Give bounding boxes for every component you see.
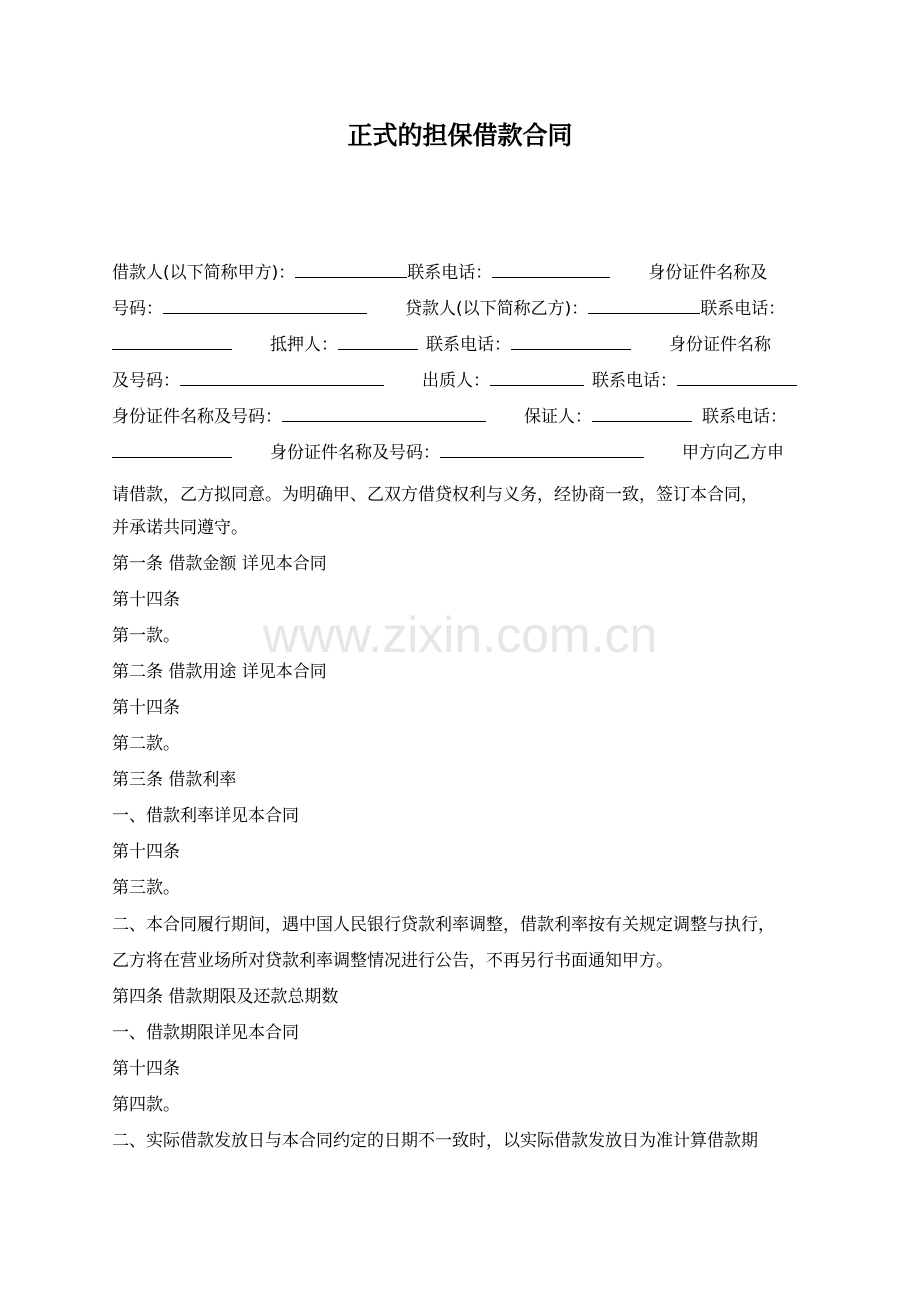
paragraph-line: 第十四条 [112, 1059, 180, 1079]
paragraph-line: 第一款。 [112, 626, 180, 646]
mortgagor-id-label: 身份证件名称 [669, 335, 771, 355]
article-2-heading: 第二条 借款用途 详见本合同 [112, 662, 327, 682]
paragraph-line: 乙方将在营业场所对贷款利率调整情况进行公告，不再另行书面通知甲方。 [112, 951, 673, 971]
guarantor-id-blank[interactable] [440, 439, 644, 458]
lender-phone-blank[interactable] [112, 331, 232, 350]
pledgor-phone-blank[interactable] [677, 367, 797, 386]
mortgagor-blank[interactable] [338, 331, 418, 350]
paragraph-line: 第十四条 [112, 842, 180, 862]
paragraph-line: 并承诺共同遵守。 [112, 518, 248, 538]
paragraph-line: 二、本合同履行期间，遇中国人民银行贷款利率调整，借款利率按有关规定调整与执行， [112, 915, 775, 935]
mortgagor-id-blank[interactable] [180, 367, 384, 386]
party-line-2 [112, 294, 785, 324]
paragraph-line: 一、借款期限详见本合同 [112, 1023, 299, 1043]
article-3-heading: 第三条 借款利率 [112, 770, 237, 790]
paragraph-line: 第四款。 [112, 1095, 180, 1115]
borrower-id-label-cont: 号码： [112, 299, 163, 319]
party-line-4 [112, 366, 797, 396]
pledgor-label: 出质人： [422, 371, 490, 391]
party-line-3 [112, 330, 771, 360]
paragraph-line: 第二款。 [112, 734, 180, 754]
mortgagor-phone-blank[interactable] [511, 331, 631, 350]
paragraph-line: 二、实际借款发放日与本合同约定的日期不一致时，以实际借款发放日为准计算借款期 [112, 1131, 758, 1151]
borrower-label: 借款人(以下简称甲方)： [112, 263, 296, 283]
borrower-phone-label: 联系电话： [407, 263, 493, 283]
article-1-heading: 第一条 借款金额 详见本合同 [112, 554, 327, 574]
document-title: 正式的担保借款合同 [347, 121, 573, 150]
paragraph-line: 第三款。 [112, 878, 180, 898]
lender-blank[interactable] [588, 295, 700, 314]
mortgagor-label: 抵押人： [270, 335, 338, 355]
guarantor-blank[interactable] [592, 403, 692, 422]
guarantor-phone-blank[interactable] [112, 439, 232, 458]
pledgor-id-blank[interactable] [282, 403, 486, 422]
borrower-phone-blank[interactable] [492, 259, 610, 278]
guarantor-label: 保证人： [524, 407, 592, 427]
borrower-id-label: 身份证件名称及 [648, 263, 768, 283]
borrower-blank[interactable] [295, 259, 407, 278]
paragraph-line: 一、借款利率详见本合同 [112, 806, 299, 826]
watermark: www.zixin.com.cn [262, 607, 658, 663]
party-line-6 [112, 438, 784, 468]
pledgor-blank[interactable] [490, 367, 584, 386]
paragraph-line: 请借款，乙方拟同意。为明确甲、乙双方借贷权利与义务，经协商一致，签订本合同， [112, 485, 758, 505]
lender-label: 贷款人(以下简称乙方)： [405, 299, 589, 319]
lender-phone-label: 联系电话： [700, 299, 786, 319]
mortgagor-id-label-cont: 及号码： [112, 371, 180, 391]
party-line-1 [112, 258, 767, 288]
guarantor-id-label: 身份证件名称及号码： [270, 443, 440, 463]
party-line-5 [112, 402, 787, 432]
pledgor-id-label: 身份证件名称及号码： [112, 407, 282, 427]
paragraph-line: 第十四条 [112, 590, 180, 610]
article-4-heading: 第四条 借款期限及还款总期数 [112, 987, 339, 1007]
paragraph-line: 第十四条 [112, 698, 180, 718]
application-text: 甲方向乙方申 [682, 443, 784, 463]
guarantor-phone-label: 联系电话： [702, 407, 787, 427]
pledgor-phone-label: 联系电话： [592, 371, 677, 391]
mortgagor-phone-label: 联系电话： [426, 335, 511, 355]
borrower-id-blank[interactable] [163, 295, 367, 314]
